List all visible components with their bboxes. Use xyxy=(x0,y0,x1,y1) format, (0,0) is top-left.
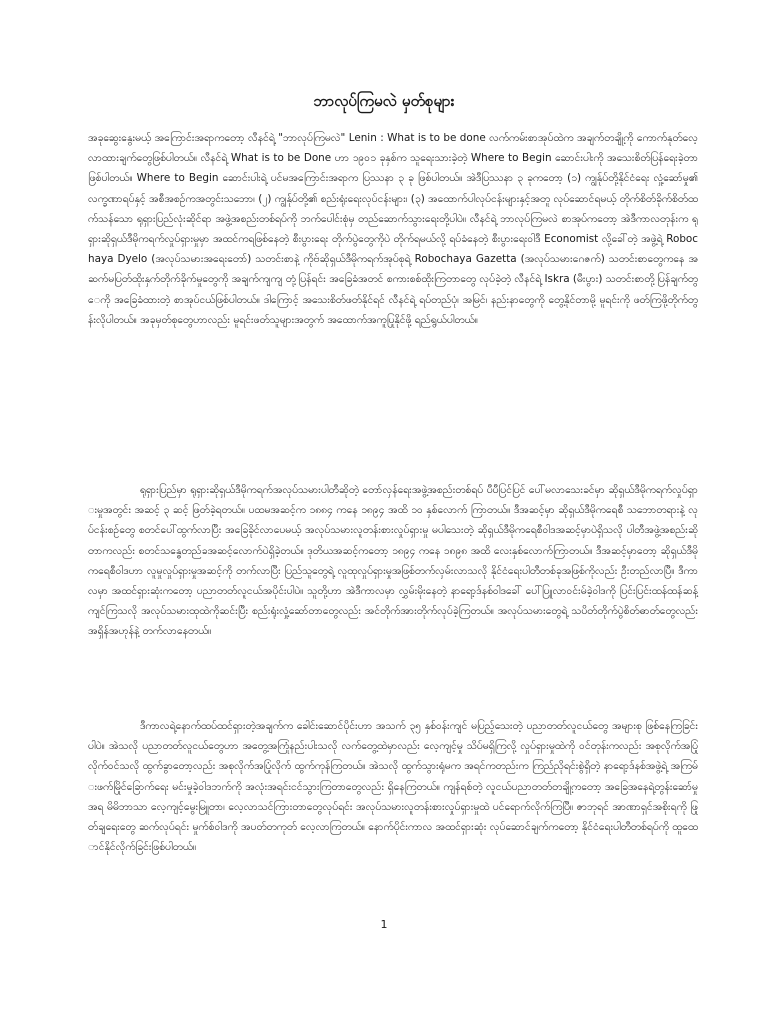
paragraph-1: အခုဆွေးနွေးမယ့် အကြောင်းအရာကတော့ လီနင်ရဲ့ "ဘာလုပ်ကြမလဲ" Lenin : What is to be done လက်ကမ်းစာအုပ်ထဲက အချက်တချို့ကို ကောက်နုတ်လေ့လာထားချက်တွေဖြစ်ပါတယ်။ လီနင်ရဲ့ What is to be Done ဟာ ၁၉၀၁ ခုနှစ်က သူရေးသားခဲ့တဲ့ Where to Begin ဆောင်းပါးကို အသေးစိတ်ပြန်ရေးခဲ့တာဖြစ်ပါတယ်။ Where to Begin ဆောင်းပါးရဲ့ ပင်မအကြောင်းအရာက ပြဿနာ ၃ ခု ဖြစ်ပါတယ်။ အဲဒီပြဿနာ ၃ ခုကတော့ (၁) ကျွန်ုပ်တို့နိုင်ငံရေး လှုံ့ဆော်မှု၏ လက္ခဏာရပ်နှင့် အစီအစဉ်ကအတွင်းသဘော၊ (၂) ကျွန်ုပ်တို့၏ စည်းရုံးရေးလုပ်ငန်းများ၊ (၃) အထောက်ပါလုပ်ငန်းများနှင့်အတူ လုပ်ဆောင်ရမယ့် တိုက်စိတ်ခိုက်စိတ်ထက်သန်သော ရုရှားပြည်လုံးဆိုင်ရာ အဖွဲ့အစည်းတစ်ရပ်ကို ဘက်ပေါင်းစုံမှ တည်ဆောက်သွားရေးတို့ပါပဲ။ လီနင်ရဲ့ ဘာလုပ်ကြမလဲ စာအုပ်ကတော့ အဲဒီကာလတုန်းက ရုရှားဆိုရှယ်ဒီမိုကရက်လှုပ်ရှားမှုမှာ အထင်ကရဖြစ်နေတဲ့ စီးပွားရေး တိုက်ပွဲတွေကိုပဲ တိုက်ရမယ်လို့ ရပ်ခံနေတဲ့ စီးပွားရေးဝါဒီ Economist လို့ခေါ်တဲ့ အဖွဲ့ရဲ့ Robochaya Dyelo (အလုပ်သမားအရေးတော်) သတင်းစာနဲ့ ကိုဗ်ဆိုရှယ်ဒီမိုကရက်အုပ်စုရဲ့ Robochaya Gazetta (အလုပ်သမားဂေဇက်) သတင်းစာတွေကနေ အဆက်မပြတ်ထိုးနှက်တိုက်ခိုက်မှုတွေကို အချက်ကျကျ တုံ့ပြန်ရင်း အခြေခံအတင် စကားစစ်ထိုးကြတာတွေ လုပ်ခဲ့တဲ့ လီနင်ရဲ့ Iskra (မီးပွား) သတင်းစာတို့ပြန်ချက်တွေကို အခြေခံထားတဲ့ စာအုပ်ငယ်ဖြစ်ပါတယ်။ ဒါကြောင့် အသေးစိတ်ဖတ်နိုင်ရင် လီနင်ရဲ့ ရပ်တည်ပုံ၊ အမြင်၊ နည်းနာတွေကို တွေ့နိုင်တာမို့ မူရင်းကို ဖတ်ကြဖို့တိုက်တွန်းလိုပါတယ်။ အခုမှတ်စုတွေဟာလည်း မူရင်းဖတ်သူများအတွက် အထောက်အကူပြုနိုင်ဖို့ ရည်ရွယ်ပါတယ်။ xyxy=(88,132,699,326)
paragraph-2: ရုရှားပြည်မှာ ရုရှားဆိုရှယ်ဒီမိုကရက်အလုပ်သမားပါတီဆိုတဲ့ တော်လှန်ရေးအဖွဲ့အစည်းတစ်ရပ် ပီပီပြင်ပြင် ပေါ်မလာသေးခင်မှာ ဆိုရှယ်ဒီမိုကရက်လှုပ်ရှားမှုအတွင်း အဆင့် ၃ ဆင့် ဖြတ်ခဲ့ရတယ်။ ပထမအဆင့်က ၁၈၈၄ ကနေ ၁၈၉၄ အထိ ၁၀ နှစ်လောက် ကြာတယ်။ ဒီအဆင့်မှာ ဆိုရှယ်ဒီမိုကရေစီ သဘောတရားနဲ့ လုပ်ငန်းစဉ်တွေ စတင်ပေါ်ထွက်လာပြီး အခြေခိုင်လာပေမယ့် အလုပ်သမားလူတန်းစားလှုပ်ရှားမှု မပါသေးတဲ့ ဆိုရှယ်ဒီမိုကရေစီဝါဒအဆင့်မှာပဲရှိသလို ပါတီအဖွဲ့အစည်းဆိုတာကလည်း စတင်သန္ဓေတည်ခအဆင့်လောက်ပဲရှိခဲ့တယ်။ ဒုတိယအဆင့်ကတော့ ၁၈၉၄ ကနေ ၁၈၉၈ အထိ လေးနှစ်လောက်ကြာတယ်။ ဒီအဆင့်မှာတော့ ဆိုရှယ်ဒီမိုကရေစီဝါဒဟာ လူမှုလှုပ်ရှားမှုအဆင့်ကို တက်လာပြီး ပြည်သူတွေရဲ့ လူထုလှုပ်ရှားမှုအဖြစ်တက်လှမ်းလာသလို နိုင်ငံရေးပါတီတစ်ခုအဖြစ်ကိုလည်း ဦးတည်လာပြီ။ ဒီကာလမှာ အထင်ရှားဆုံးကတော့ ပညာတတ်လူငယ်အပိုင်းပါပဲ။ သူတို့ဟာ အဲဒီကာလမှာ လွှမ်းမိုးနေတဲ့ နာရော့ဒ်နစ်ဝါဒခေါ် ပေါ်ပြူလာဝင်းမ်ခဲ့ဝါဒကို ပြင်းပြင်းထန်ထန်ဆန့်ကျင်ကြသလို အလုပ်သမားထုထဲကိုဆင်းပြီး စည်းရုံးလှုံ့ဆော်တာတွေလည်း အင်တိုက်အားတိုက်လုပ်ခဲ့ကြတယ်။ အလုပ်သမားတွေရဲ့ သပိတ်တိုက်ပွဲစိတ်ဓာတ်တွေလည်း အရှိန်အဟုန်နဲ့ တက်လာနေတယ်။ xyxy=(88,484,698,638)
paragraph-3: ဒီကာလရဲ့နောက်ထပ်ထင်ရှားတဲ့အချက်က ခေါင်းဆောင်ပိုင်းဟာ အသက် ၃၅ နှစ်ဝန်းကျင် မပြည့်သေးတဲ့ ပညာတတ်လူငယ်တွေ အများစု ဖြစ်နေကြခြင်းပါပဲ။ အဲသလို ပညာတတ်လူငယ်တွေဟာ အတွေ့အကြုံနည်းပါးသလို လက်တွေ့ထဲမှာလည်း လေ့ကျင့်မှု သိပ်မရှိကြလို့ လှုပ်ရှားမှုထဲကို ဝင်တုန်းကလည်း အစုလိုက်အပြုံလိုက်ဝင်သလို ထွက်ခွာတော့လည်း အစုလိုက်အပြုံလိုက် ထွက်ကုန်ကြတယ်။ အဲသလို ထွက်သွားရုံမက အရင်ကတည်းက ကြည်ညိုရင်းစွဲရှိတဲ့ နာရော့ဒ်နစ်အဖွဲ့ရဲ့ အကြမ်းဖက်မြိုင်ခြောက်ရေး မင်းမှုခဲ့ဝါဒဘက်ကို အလုံးအရင်းငင်သွားကြတာတွေလည်း ရှိနေကြတယ်။ ကျန်ရစ်တဲ့ လူငယ်ပညာတတ်တချို့ကတော့ အခြေအနေရဲ့တွန်းဆော်မှုအရ မိမိဘာသာ လေ့ကျင့်မွေးမြူတာ၊ လေ့လာသင်ကြားတာတွေလုပ်ရင်း အလုပ်သမားလူတန်းစားလှုပ်ရှားမှုထဲ ပင်ရောက်လိုက်ကြပြီ။ ဇာဘုရင် အာဏာရှင်အစိုးရကို ဖြုတ်ချရေးတွေ ဆက်လုပ်ရင်း မှုက်စ်ဝါဒကို အပတ်တကုတ် လေ့လာကြတယ်။ နောက်ပိုင်းကာလ အထင်ရှားဆုံး လုပ်ဆောင်ချက်ကတော့ နိုင်ငံရေးပါတီတစ်ရပ်ကို ထူထောင်နိုင်လိုက်ခြင်းဖြစ်ပါတယ်။ xyxy=(88,720,698,854)
document-title: ဘာလုပ်ကြမလဲ မှတ်စုများ xyxy=(313,92,455,110)
page-number: 1 xyxy=(380,918,388,931)
